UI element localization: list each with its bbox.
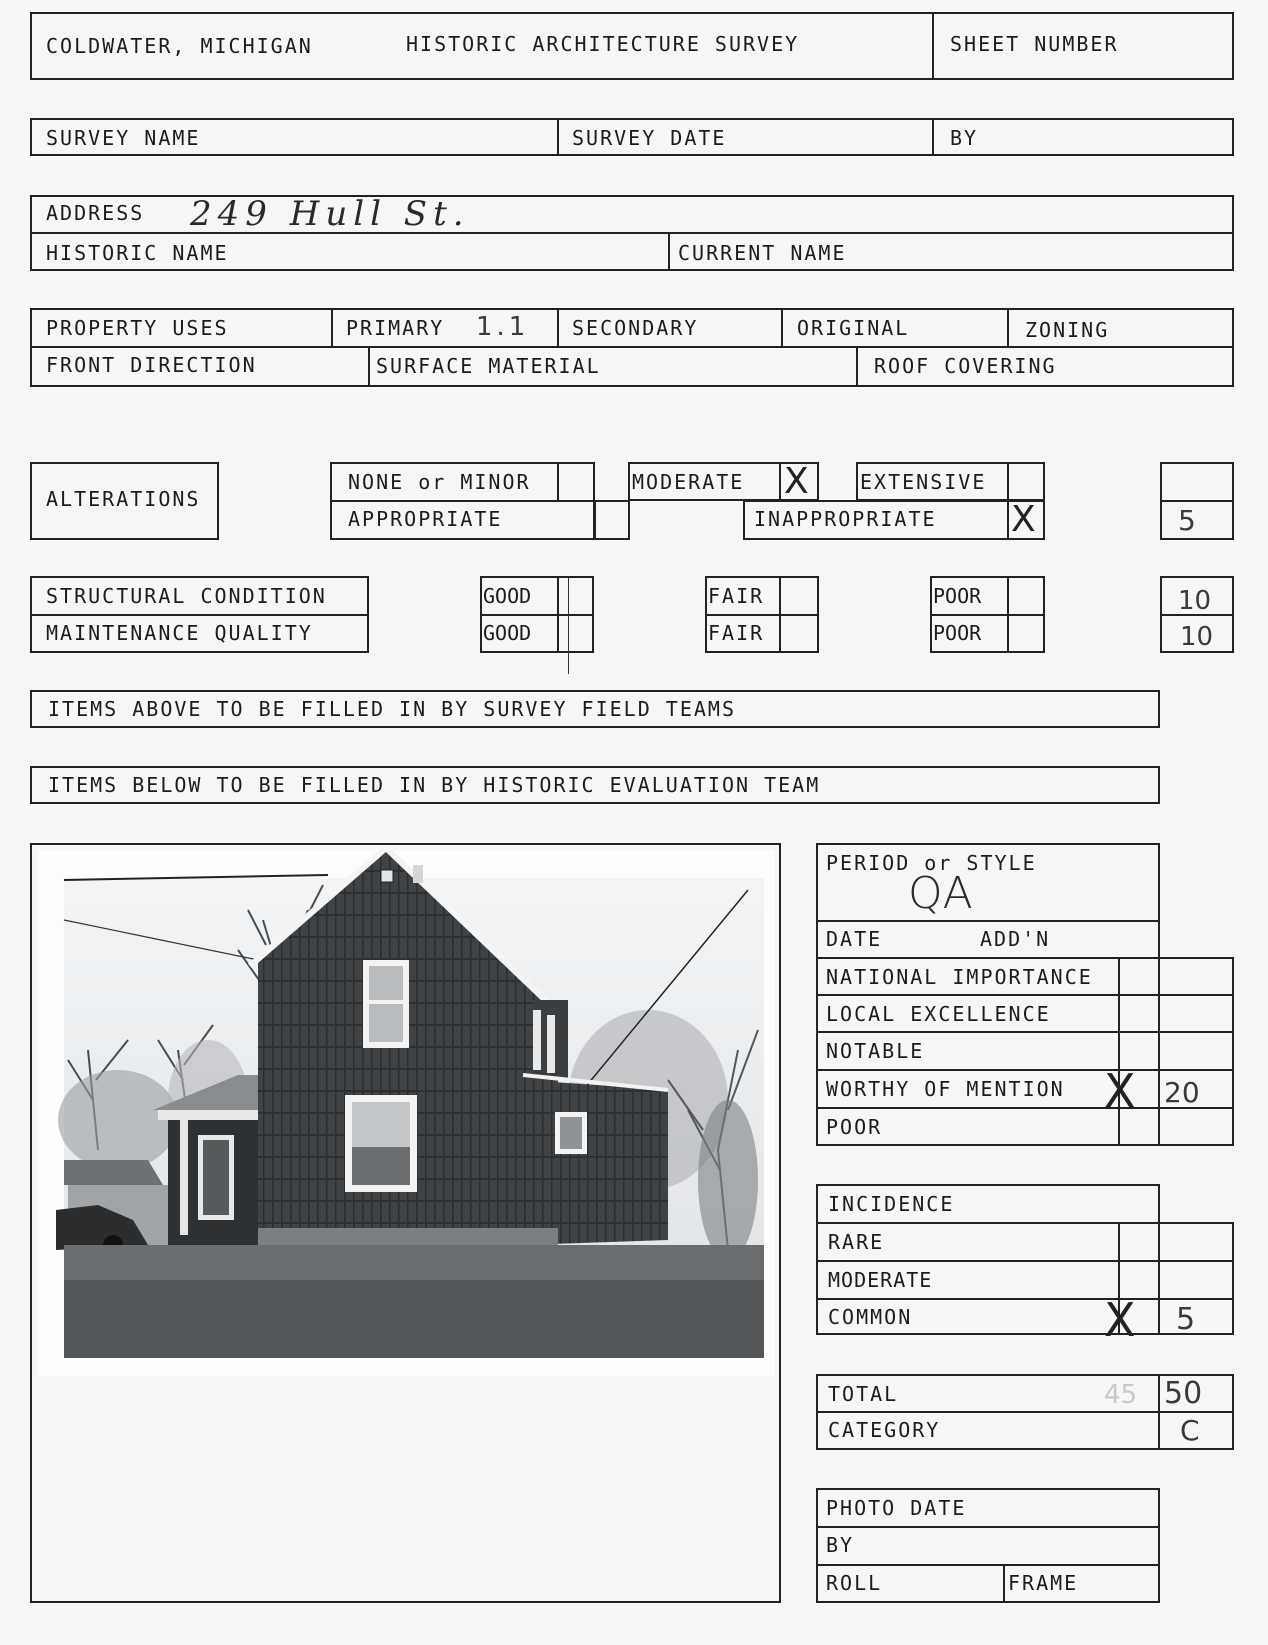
photo-date-divider-2	[816, 1564, 1160, 1566]
local-excellence-label: LOCAL EXCELLENCE	[826, 1002, 1051, 1026]
maintenance-good-label: GOOD	[483, 621, 532, 645]
moderate-mark: X	[784, 461, 809, 502]
primary-value: 1.1	[476, 312, 530, 342]
roof-covering-label: ROOF COVERING	[874, 354, 1057, 378]
alterations-left-row-divider	[330, 500, 629, 502]
appropriate-checkbox-bottom	[594, 538, 629, 540]
national-importance-label: NATIONAL IMPORTANCE	[826, 965, 1093, 989]
worthy-of-mention-label: WORTHY OF MENTION	[826, 1077, 1065, 1101]
alterations-score-divider	[1160, 500, 1234, 502]
frame-label: FRAME	[1008, 1571, 1079, 1595]
extensive-label: EXTENSIVE	[860, 470, 987, 494]
property-divider-2	[557, 308, 559, 346]
address-value: 249 Hull St.	[190, 194, 470, 234]
primary-label: PRIMARY	[346, 316, 445, 340]
roll-frame-divider	[1003, 1564, 1005, 1603]
common-label: COMMON	[828, 1305, 913, 1329]
period-style-label: PERIOD or STYLE	[826, 851, 1037, 875]
historic-name-label: HISTORIC NAME	[46, 241, 229, 265]
none-minor-checkbox-divider	[557, 462, 559, 500]
structural-condition-label: STRUCTURAL CONDITION	[46, 584, 327, 608]
fair-checkbox-divider	[779, 576, 781, 653]
front-direction-label: FRONT DIRECTION	[46, 353, 257, 377]
importance-row-4	[816, 1069, 1234, 1071]
fair-row-divider	[705, 614, 819, 616]
survey-by-label: BY	[950, 126, 979, 150]
common-score: 5	[1176, 1302, 1196, 1337]
evaluation-team-note: ITEMS BELOW TO BE FILLED IN BY HISTORIC EVALUATION TEAM	[48, 773, 821, 797]
good-row-divider	[480, 614, 594, 616]
moderate-label: MODERATE	[632, 470, 745, 494]
maintenance-score: 10	[1180, 622, 1214, 652]
maintenance-poor-label: POOR	[933, 621, 982, 645]
photo-date-divider-1	[816, 1526, 1160, 1528]
common-mark: X	[1104, 1293, 1136, 1347]
incidence-row-1	[816, 1222, 1234, 1224]
original-label: ORIGINAL	[797, 316, 910, 340]
condition-labels-divider	[30, 614, 369, 616]
category-label: CATEGORY	[828, 1418, 941, 1442]
property-divider-5	[368, 346, 370, 387]
importance-row-2	[816, 994, 1234, 996]
good-check-stroke	[568, 578, 569, 674]
inappropriate-label: INAPPROPRIATE	[754, 507, 937, 531]
inappropriate-mark: X	[1011, 499, 1036, 540]
structural-good-label: GOOD	[483, 584, 532, 608]
address-label: ADDRESS	[46, 201, 145, 225]
property-uses-label: PROPERTY USES	[46, 316, 229, 340]
survey-divider-2	[932, 118, 934, 156]
total-crossed-value: 45	[1104, 1380, 1138, 1410]
total-label: TOTAL	[828, 1382, 899, 1406]
totals-score-divider	[1158, 1374, 1160, 1450]
house-photograph	[38, 850, 775, 1376]
incidence-row-2	[816, 1260, 1234, 1262]
structural-fair-label: FAIR	[708, 584, 765, 608]
poor-row-divider	[930, 614, 1045, 616]
property-divider-1	[331, 308, 333, 346]
structural-score: 10	[1178, 586, 1212, 616]
roll-label: ROLL	[826, 1571, 883, 1595]
incidence-label: INCIDENCE	[828, 1192, 955, 1216]
sheet-number-label: SHEET NUMBER	[950, 32, 1119, 56]
maintenance-quality-label: MAINTENANCE QUALITY	[46, 621, 313, 645]
category-value: C	[1180, 1414, 1200, 1447]
rare-label: RARE	[828, 1230, 885, 1254]
survey-name-label: SURVEY NAME	[46, 126, 201, 150]
worthy-score: 20	[1164, 1076, 1200, 1109]
poor-checkbox-divider	[1007, 576, 1009, 653]
importance-row-3	[816, 1031, 1234, 1033]
survey-date-label: SURVEY DATE	[572, 126, 727, 150]
notable-label: NOTABLE	[826, 1039, 925, 1063]
property-divider-4	[1007, 308, 1009, 346]
importance-row-1	[816, 957, 1234, 959]
historic-current-divider	[668, 232, 670, 271]
totals-divider	[816, 1411, 1234, 1413]
property-row-divider	[30, 346, 1234, 348]
field-teams-note: ITEMS ABOVE TO BE FILLED IN BY SURVEY FIELD TEAMS	[48, 697, 737, 721]
surface-material-label: SURFACE MATERIAL	[376, 354, 601, 378]
property-divider-3	[781, 308, 783, 346]
alterations-score: 5	[1178, 504, 1196, 537]
survey-divider-1	[557, 118, 559, 156]
moderate-checkbox-divider	[779, 462, 781, 500]
zoning-label: ZONING	[1025, 318, 1110, 342]
appropriate-checkbox-divider	[594, 500, 596, 540]
date-label: DATE	[826, 927, 883, 951]
appropriate-label: APPROPRIATE	[348, 507, 503, 531]
alterations-label: ALTERATIONS	[46, 487, 201, 511]
good-checkbox-divider	[557, 576, 559, 653]
period-divider	[816, 920, 1160, 922]
addn-label: ADD'N	[980, 927, 1051, 951]
property-divider-6	[856, 346, 858, 387]
survey-title: HISTORIC ARCHITECTURE SURVEY	[406, 32, 800, 56]
header-divider	[932, 12, 934, 80]
current-name-label: CURRENT NAME	[678, 241, 847, 265]
none-minor-label: NONE or MINOR	[348, 470, 531, 494]
location-label: COLDWATER, MICHIGAN	[46, 34, 313, 58]
incidence-moderate-label: MODERATE	[828, 1268, 933, 1292]
photo-date-label: PHOTO DATE	[826, 1496, 967, 1520]
worthy-mark: X	[1104, 1064, 1136, 1118]
maintenance-fair-label: FAIR	[708, 621, 765, 645]
photo-by-label: BY	[826, 1533, 855, 1557]
structural-poor-label: POOR	[933, 584, 982, 608]
appropriate-checkbox-right	[628, 500, 630, 540]
evaluation-poor-label: POOR	[826, 1115, 883, 1139]
incidence-row-3	[816, 1298, 1234, 1300]
total-value: 50	[1164, 1376, 1203, 1411]
period-style-value: QA	[908, 868, 973, 919]
secondary-label: SECONDARY	[572, 316, 699, 340]
